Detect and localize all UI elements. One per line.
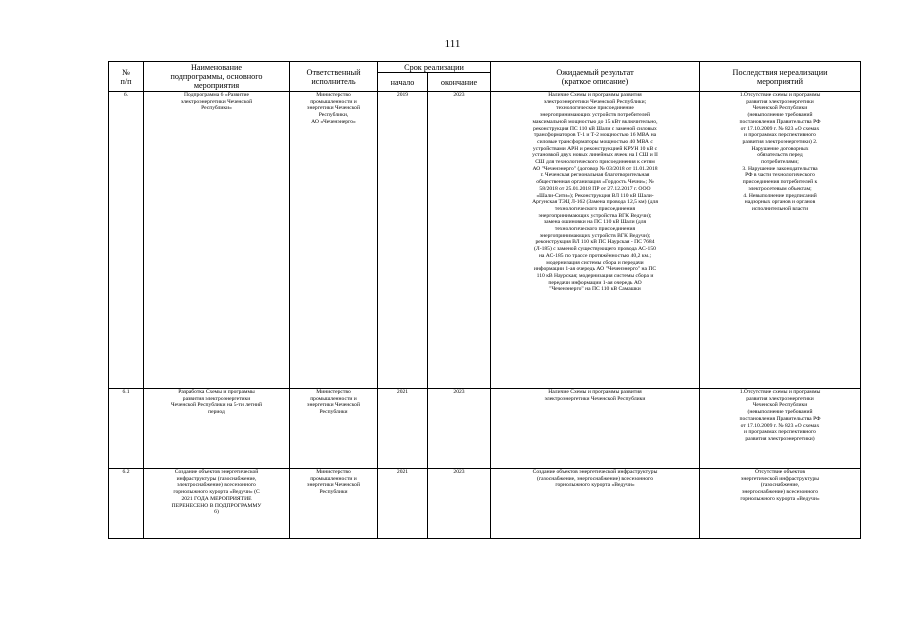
text-line: электросетевым объектам; [748, 185, 812, 192]
row-start-year: 2021 [378, 469, 428, 539]
text-line: технологическое присоединение [556, 105, 634, 112]
text-line: Последствия нереализации [732, 67, 828, 77]
text-line: мероприятий [757, 76, 803, 86]
text-line: подпрограммы, основного [170, 72, 263, 81]
row-end-year: 2023 [428, 92, 491, 389]
text-line: промышленности и [310, 475, 357, 482]
text-line: АО «Чеченэнерго» [311, 118, 356, 125]
row-name [144, 389, 290, 469]
text-line: Чеченской Республики [752, 105, 808, 112]
text-line: Республики [319, 409, 348, 416]
text-line: электроэнергетики Чеченской [180, 98, 253, 105]
text-line: Ответственный [306, 67, 361, 77]
text-line: Отсутствие объектов [754, 469, 806, 475]
text-line: (невыполнение требований [747, 409, 813, 416]
text-line: горнолыжного курорта «Ведучи» [555, 482, 635, 489]
text-line: передачи информации 1-ая очередь АО [548, 279, 642, 286]
text-line: «Шали-Сити»); Реконструкция ВЛ 110 кВ Шали- [536, 192, 654, 199]
header-start: начало [378, 73, 428, 92]
row-executor [290, 469, 378, 539]
text-line: энергоснабжение) всесезонного [741, 489, 819, 496]
text-line: РФ в части технологического [745, 172, 815, 179]
header-end: окончание [428, 73, 491, 92]
text-line: энергопринимающих устройств ВГК Ведучи); [539, 232, 651, 239]
text-line: ПЕРЕНЕСЕНО В ПОДПРОГРАММУ [171, 502, 262, 509]
text-line: Наличие Схемы и программы развития [548, 389, 642, 395]
row-result [491, 389, 700, 469]
text-line: развития электроэнергетики [746, 395, 814, 402]
text-line: Республики, [318, 112, 349, 119]
text-line: Наличие Схемы и программы развития [548, 92, 642, 98]
row-consequences [700, 92, 861, 389]
text-line: постановления Правительства РФ [739, 415, 821, 422]
row-result [491, 469, 700, 539]
table-row [109, 469, 861, 539]
text-line: промышленности и [310, 98, 357, 105]
text-line: СШ для технологического присоединения к сетям [535, 159, 655, 166]
text-line: "Чеченэнерго" на ПС 110 кВ Самашки [549, 286, 641, 293]
text-line: п/п [120, 76, 132, 86]
text-line: развития электроэнергетики) [745, 435, 815, 442]
text-line: период [208, 409, 225, 416]
text-line: исполнительной власти [751, 205, 809, 212]
text-line: от 17.10.2009 г. № 823 «О схемах [740, 125, 820, 132]
text-line: обязательств перед [757, 152, 803, 159]
row-executor [290, 389, 378, 469]
text-line: энергопринимающих устройств потребителей [540, 112, 650, 119]
text-line: постановления Правительства РФ [739, 118, 821, 125]
text-line: и программах перспективного [744, 429, 816, 436]
text-line: Аргунская ТЭЦ Л-162 (Замена провода 12,5 км) (для [532, 199, 658, 206]
text-line: присоединения потребителей к [742, 179, 818, 186]
text-line: электроснабжение) всесезонного [177, 482, 256, 489]
text-line: г. Чеченская региональная благотворительная [540, 172, 650, 179]
row-start-year: 2019 [378, 92, 428, 389]
text-line: Республики» [201, 105, 232, 112]
row-consequences [700, 389, 861, 469]
text-line: от 17.10.2009 г. № 823 «О схемах [740, 422, 820, 429]
text-line: 2021 ГОДА МЕРОПРИЯТИЕ [181, 495, 252, 502]
text-line: Чеченской Республики [752, 402, 808, 409]
text-line: Подпрограмма 6 «Развитие [184, 92, 249, 98]
text-line: АО "Чеченэнерго" (договор № 03/2018 от 11.01.2018 [532, 165, 658, 172]
header-number [109, 62, 144, 92]
row-start-year: 2021 [378, 389, 428, 469]
text-line: электроэнергетики Чеченской Республики; [543, 98, 647, 105]
text-line: 1.Отсутствие схемы и программы [739, 92, 821, 98]
text-line: исполнитель [311, 76, 356, 86]
row-name [144, 469, 290, 539]
text-line: (газоснабжение, [760, 482, 800, 489]
text-line: модернизация системы сбора и передачи [546, 259, 644, 266]
header-period: Срок реализации [378, 62, 491, 73]
text-line: Республики [319, 489, 348, 496]
text-line: 110 кВ Наурская; модернизация системы сбора и [536, 272, 654, 279]
text-line: (невыполнение требований [747, 112, 813, 119]
row-name [144, 92, 290, 389]
row-executor [290, 92, 378, 389]
text-line: трансформаторов Т-1 и Т-2 мощностью 16 МВА на [533, 132, 657, 139]
text-line: 3. Нарушение законодательства [742, 165, 818, 172]
text-line: реконструкция ПС 110 кВ Шали с заменой силовых [533, 125, 657, 132]
text-line: энергетики Чеченской [307, 482, 360, 489]
text-line: Создание объектов энергетической [174, 469, 259, 475]
text-line: Министерство [316, 469, 351, 475]
text-line: инфраструктуры (газоснабжение, [176, 475, 257, 482]
text-line: надзорных органов и органов [744, 199, 816, 206]
text-line: технологического присоединения [554, 205, 636, 212]
table-row [109, 389, 861, 469]
text-line: развития электроэнергетики [746, 98, 814, 105]
header-result [491, 62, 700, 92]
header-name [144, 62, 290, 92]
text-line: реконструкция ВЛ 110 кВ ПС Наурская - ПС 7684 [535, 239, 655, 246]
text-line: Создание объектов энергетической инфраструктуры [532, 469, 658, 475]
text-line: горнолыжного курорта «Ведучи» (С [173, 489, 260, 496]
text-line: установкой двух новых линейных ячеек на I СШ и II [532, 152, 658, 159]
table-row [109, 92, 861, 389]
text-line: замена ошиновки на ПС 110 кВ Шали (для [543, 219, 647, 226]
text-line: промышленности и [310, 395, 357, 402]
text-line: технологического присоединения [554, 226, 636, 233]
program-table [108, 61, 861, 539]
text-line: максимальной мощностью до 15 кВт включительно, [532, 118, 658, 125]
text-line: энергетической инфраструктуры [740, 475, 820, 482]
text-line: 4. Невыполнение предписаний [743, 192, 817, 199]
text-line: энергетики Чеченской [307, 105, 360, 112]
header-executor [290, 62, 378, 92]
header-consequences [700, 62, 861, 92]
text-line: устройствами АРН и реконструкцией КРУН 10 кВ с [532, 145, 658, 152]
row-number: 6.2 [109, 469, 144, 539]
text-line: Наименование [190, 63, 242, 72]
text-line: горнолыжного курорта «Ведучи» [740, 495, 820, 502]
text-line: мероприятия [193, 81, 240, 90]
text-line: развития электроэнергетики) 2. [742, 138, 818, 145]
text-line: информации 1-ая очередь АО "Чеченэнерго" на ПС [533, 266, 657, 273]
row-number: 6. [109, 92, 144, 389]
text-line: энергетики Чеченской [307, 402, 360, 409]
text-line: силовые трансформаторы мощностью 40 МВА с [537, 138, 653, 145]
text-line: (краткое описание) [561, 76, 629, 86]
text-line: № [122, 67, 130, 77]
text-line: общественная организация «Гордость Чечни»; № [536, 179, 654, 186]
row-consequences [700, 469, 861, 539]
text-line: Министерство [316, 389, 351, 395]
row-end-year: 2023 [428, 389, 491, 469]
row-result [491, 92, 700, 389]
text-line: на АС-185 по трассе протяжённостью 40,2 км.; [538, 252, 652, 259]
text-line: 6) [214, 509, 219, 516]
text-line: Министерство [316, 92, 351, 98]
text-line: Нарушение договорных [751, 145, 809, 152]
text-line: 1.Отсутствие схемы и программы [739, 389, 821, 395]
row-number: 6.1 [109, 389, 144, 469]
text-line: энергопринимающих устройства ВГК Ведучи); [538, 212, 652, 219]
text-line: Разработка Схемы и программы [178, 389, 255, 395]
text-line: потребителями; [761, 159, 799, 166]
text-line: электроэнергетики Чеченской Республики [544, 395, 646, 402]
row-end-year: 2023 [428, 469, 491, 539]
text-line: (газоснабжение, энергоснабжение) всесезонного [537, 475, 653, 482]
text-line: (Л-185) с заменой существующего провода АС-150 [534, 246, 656, 253]
page-number: 111 [444, 38, 461, 50]
text-line: Ожидаемый результат [556, 67, 634, 77]
text-line: Чеченской Республики на 5-ти летний [171, 402, 262, 409]
text-line: 58/2018 от 25.01.2018 ПР от 27.12.2017 г. ООО [539, 185, 651, 192]
text-line: развития электроэнергетики [182, 395, 251, 402]
text-line: и программах перспективного [744, 132, 816, 139]
